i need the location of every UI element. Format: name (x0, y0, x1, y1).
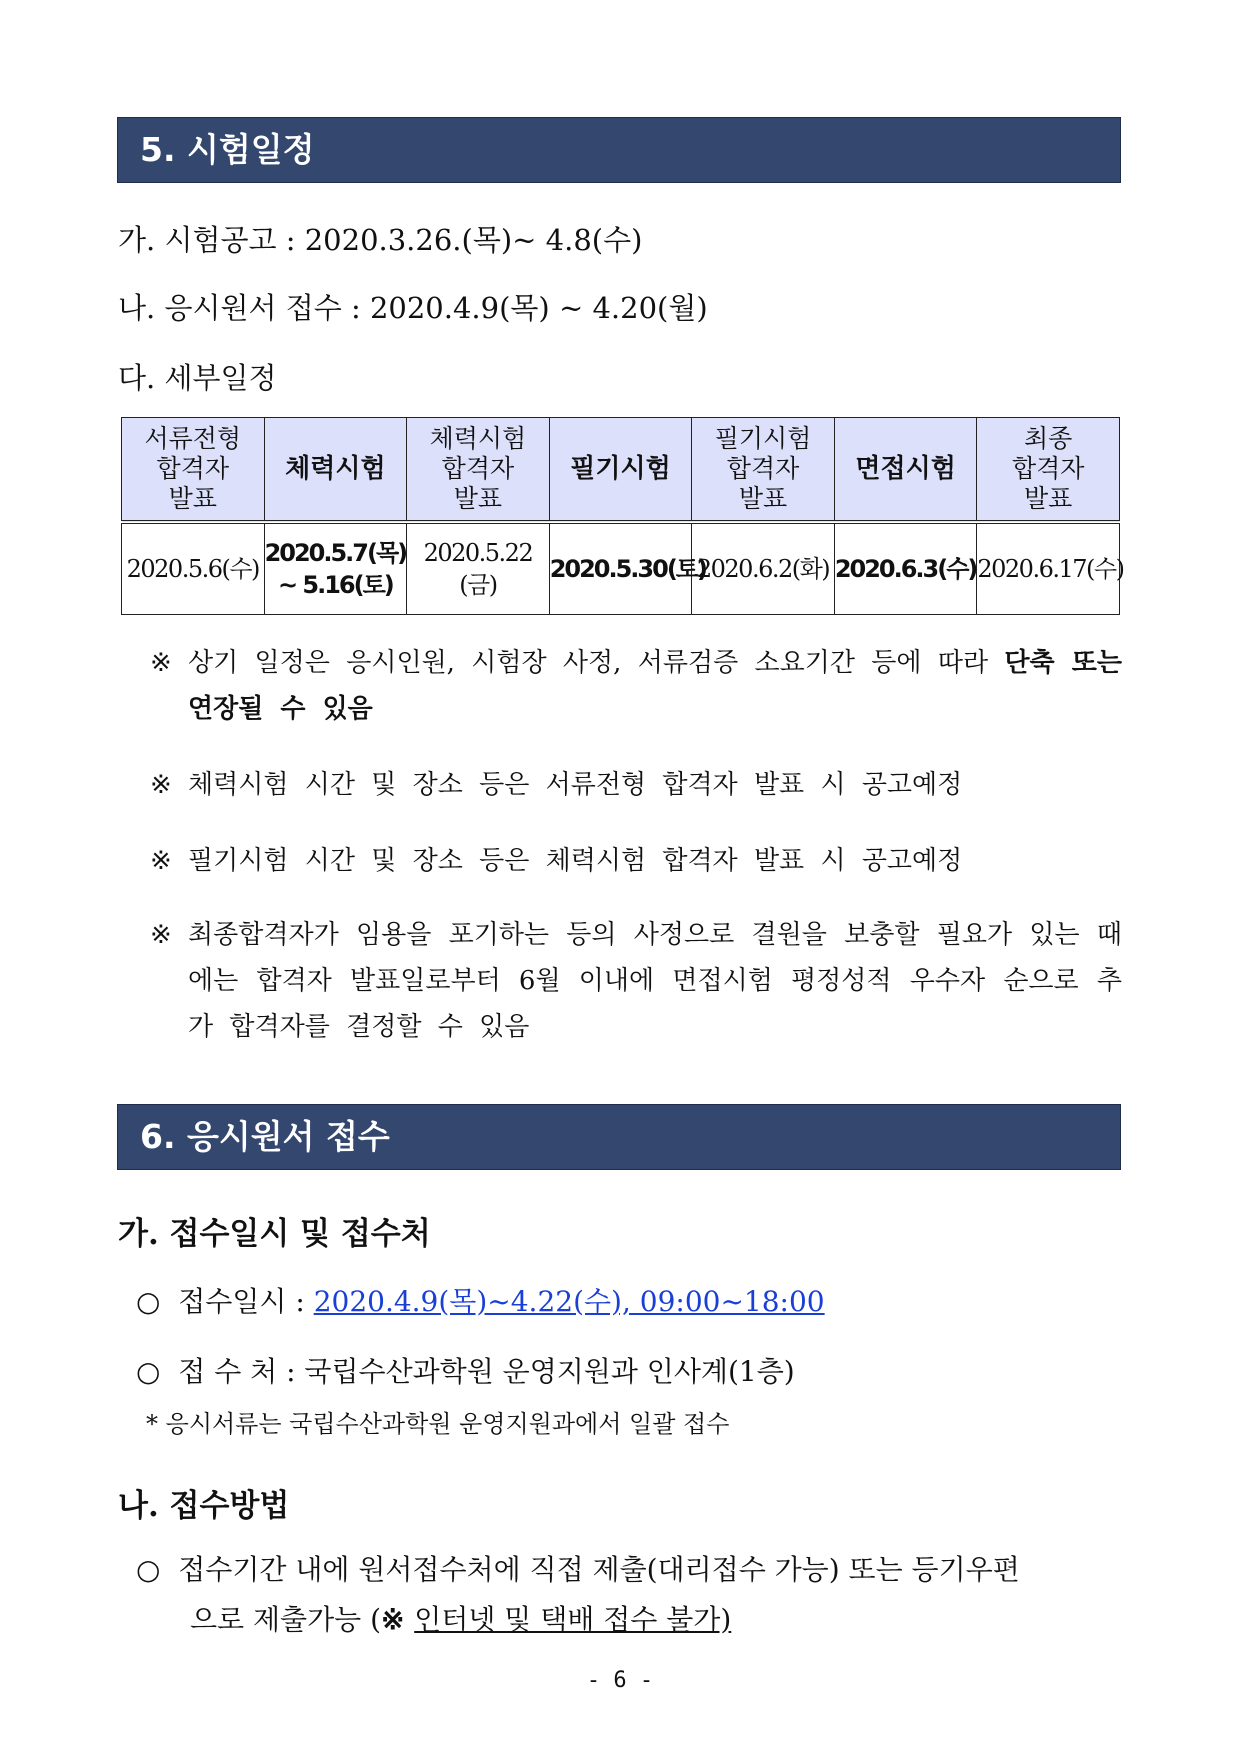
page-number: - 6 - (586, 1668, 654, 1693)
date-written-test: 2020.5.30(토) (549, 522, 692, 615)
subheading-method: 나. 접수방법 (118, 1488, 290, 1524)
header-interview: 면접시험 (834, 418, 977, 523)
date-doc-result: 2020.5.6(수) (122, 522, 265, 615)
date-interview: 2020.6.3(수) (834, 522, 977, 615)
application-date-line: ○ 접수일시 : 2020.4.9(목)~4.22(수), 09:00~18:00 (136, 1285, 825, 1318)
header-final-result: 최종 합격자 발표 (977, 418, 1120, 523)
no-online-delivery-note: 인터넷 및 택배 접수 불가) (414, 1603, 732, 1636)
note-additional-pass: ※ 최종합격자가 임용을 포기하는 등의 사정으로 결원을 보충할 필요가 있는 때에는 합격자 발표일로부터 6월 이내에 면접시험 평정성적 우수자 순으로 추가 합격자를 결정할 수 있음 (150, 912, 1122, 1050)
reference-mark-icon: ※ (381, 1603, 415, 1636)
schedule-header-row (122, 418, 1120, 523)
note-schedule-change: ※ 상기 일정은 응시인원, 시험장 사정, 서류검증 소요기간 등에 따라 단축 또는 연장될 수 있음 (150, 640, 1122, 732)
reference-mark-icon: ※ (150, 770, 172, 800)
note-written-test: ※ 필기시험 시간 및 장소 등은 체력시험 합격자 발표 시 공고예정 (150, 838, 1122, 884)
date-written-result: 2020.6.2(화) (692, 522, 835, 615)
section-header-exam-schedule: 5. 시험일정 (117, 117, 1121, 183)
detail-schedule-heading: 다. 세부일정 (118, 361, 277, 395)
header-written-result: 필기시험 합격자 발표 (692, 418, 835, 523)
application-period-line: 나. 응시원서 접수 : 2020.4.9(목) ~ 4.20(월) (118, 291, 708, 325)
section-header-application: 6. 응시원서 접수 (117, 1104, 1121, 1170)
application-method-line-2: 으로 제출가능 (※ 인터넷 및 택배 접수 불가) (190, 1603, 732, 1636)
reference-mark-icon: ※ (150, 648, 172, 678)
circle-bullet-icon: ○ (136, 1285, 161, 1318)
circle-bullet-icon: ○ (136, 1553, 161, 1586)
subheading-date-place: 가. 접수일시 및 접수처 (118, 1216, 431, 1252)
reference-mark-icon: ※ (150, 920, 172, 950)
header-physical-test: 체력시험 (264, 418, 407, 523)
exam-notice-line: 가. 시험공고 : 2020.3.26.(목)~ 4.8(수) (118, 223, 643, 257)
detail-schedule-table (121, 417, 1124, 615)
date-physical-result: 2020.5.22 (금) (407, 522, 550, 615)
application-date-link[interactable]: 2020.4.9(목)~4.22(수), 09:00~18:00 (313, 1285, 825, 1318)
application-place-note: * 응시서류는 국립수산과학원 운영지원과에서 일괄 접수 (146, 1410, 730, 1438)
reference-mark-icon: ※ (150, 846, 172, 876)
circle-bullet-icon: ○ (136, 1355, 161, 1388)
application-method-line: ○ 접수기간 내에 원서접수처에 직접 제출(대리접수 가능) 또는 등기우편 (136, 1553, 1020, 1586)
application-place-line: ○ 접 수 처 : 국립수산과학원 운영지원과 인사계(1층) (136, 1355, 795, 1388)
date-final-result: 2020.6.17(수) (977, 522, 1120, 615)
header-physical-result: 체력시험 합격자 발표 (407, 418, 550, 523)
header-written-test: 필기시험 (549, 418, 692, 523)
note-physical-test: ※ 체력시험 시간 및 장소 등은 서류전형 합격자 발표 시 공고예정 (150, 762, 1122, 808)
note-emphasis: 단축 또는 연장될 수 있음 (188, 648, 1122, 724)
date-physical-test: 2020.5.7(목) ~ 5.16(토) (264, 522, 407, 615)
header-doc-result: 서류전형 합격자 발표 (122, 418, 265, 523)
schedule-date-row (122, 522, 1120, 615)
